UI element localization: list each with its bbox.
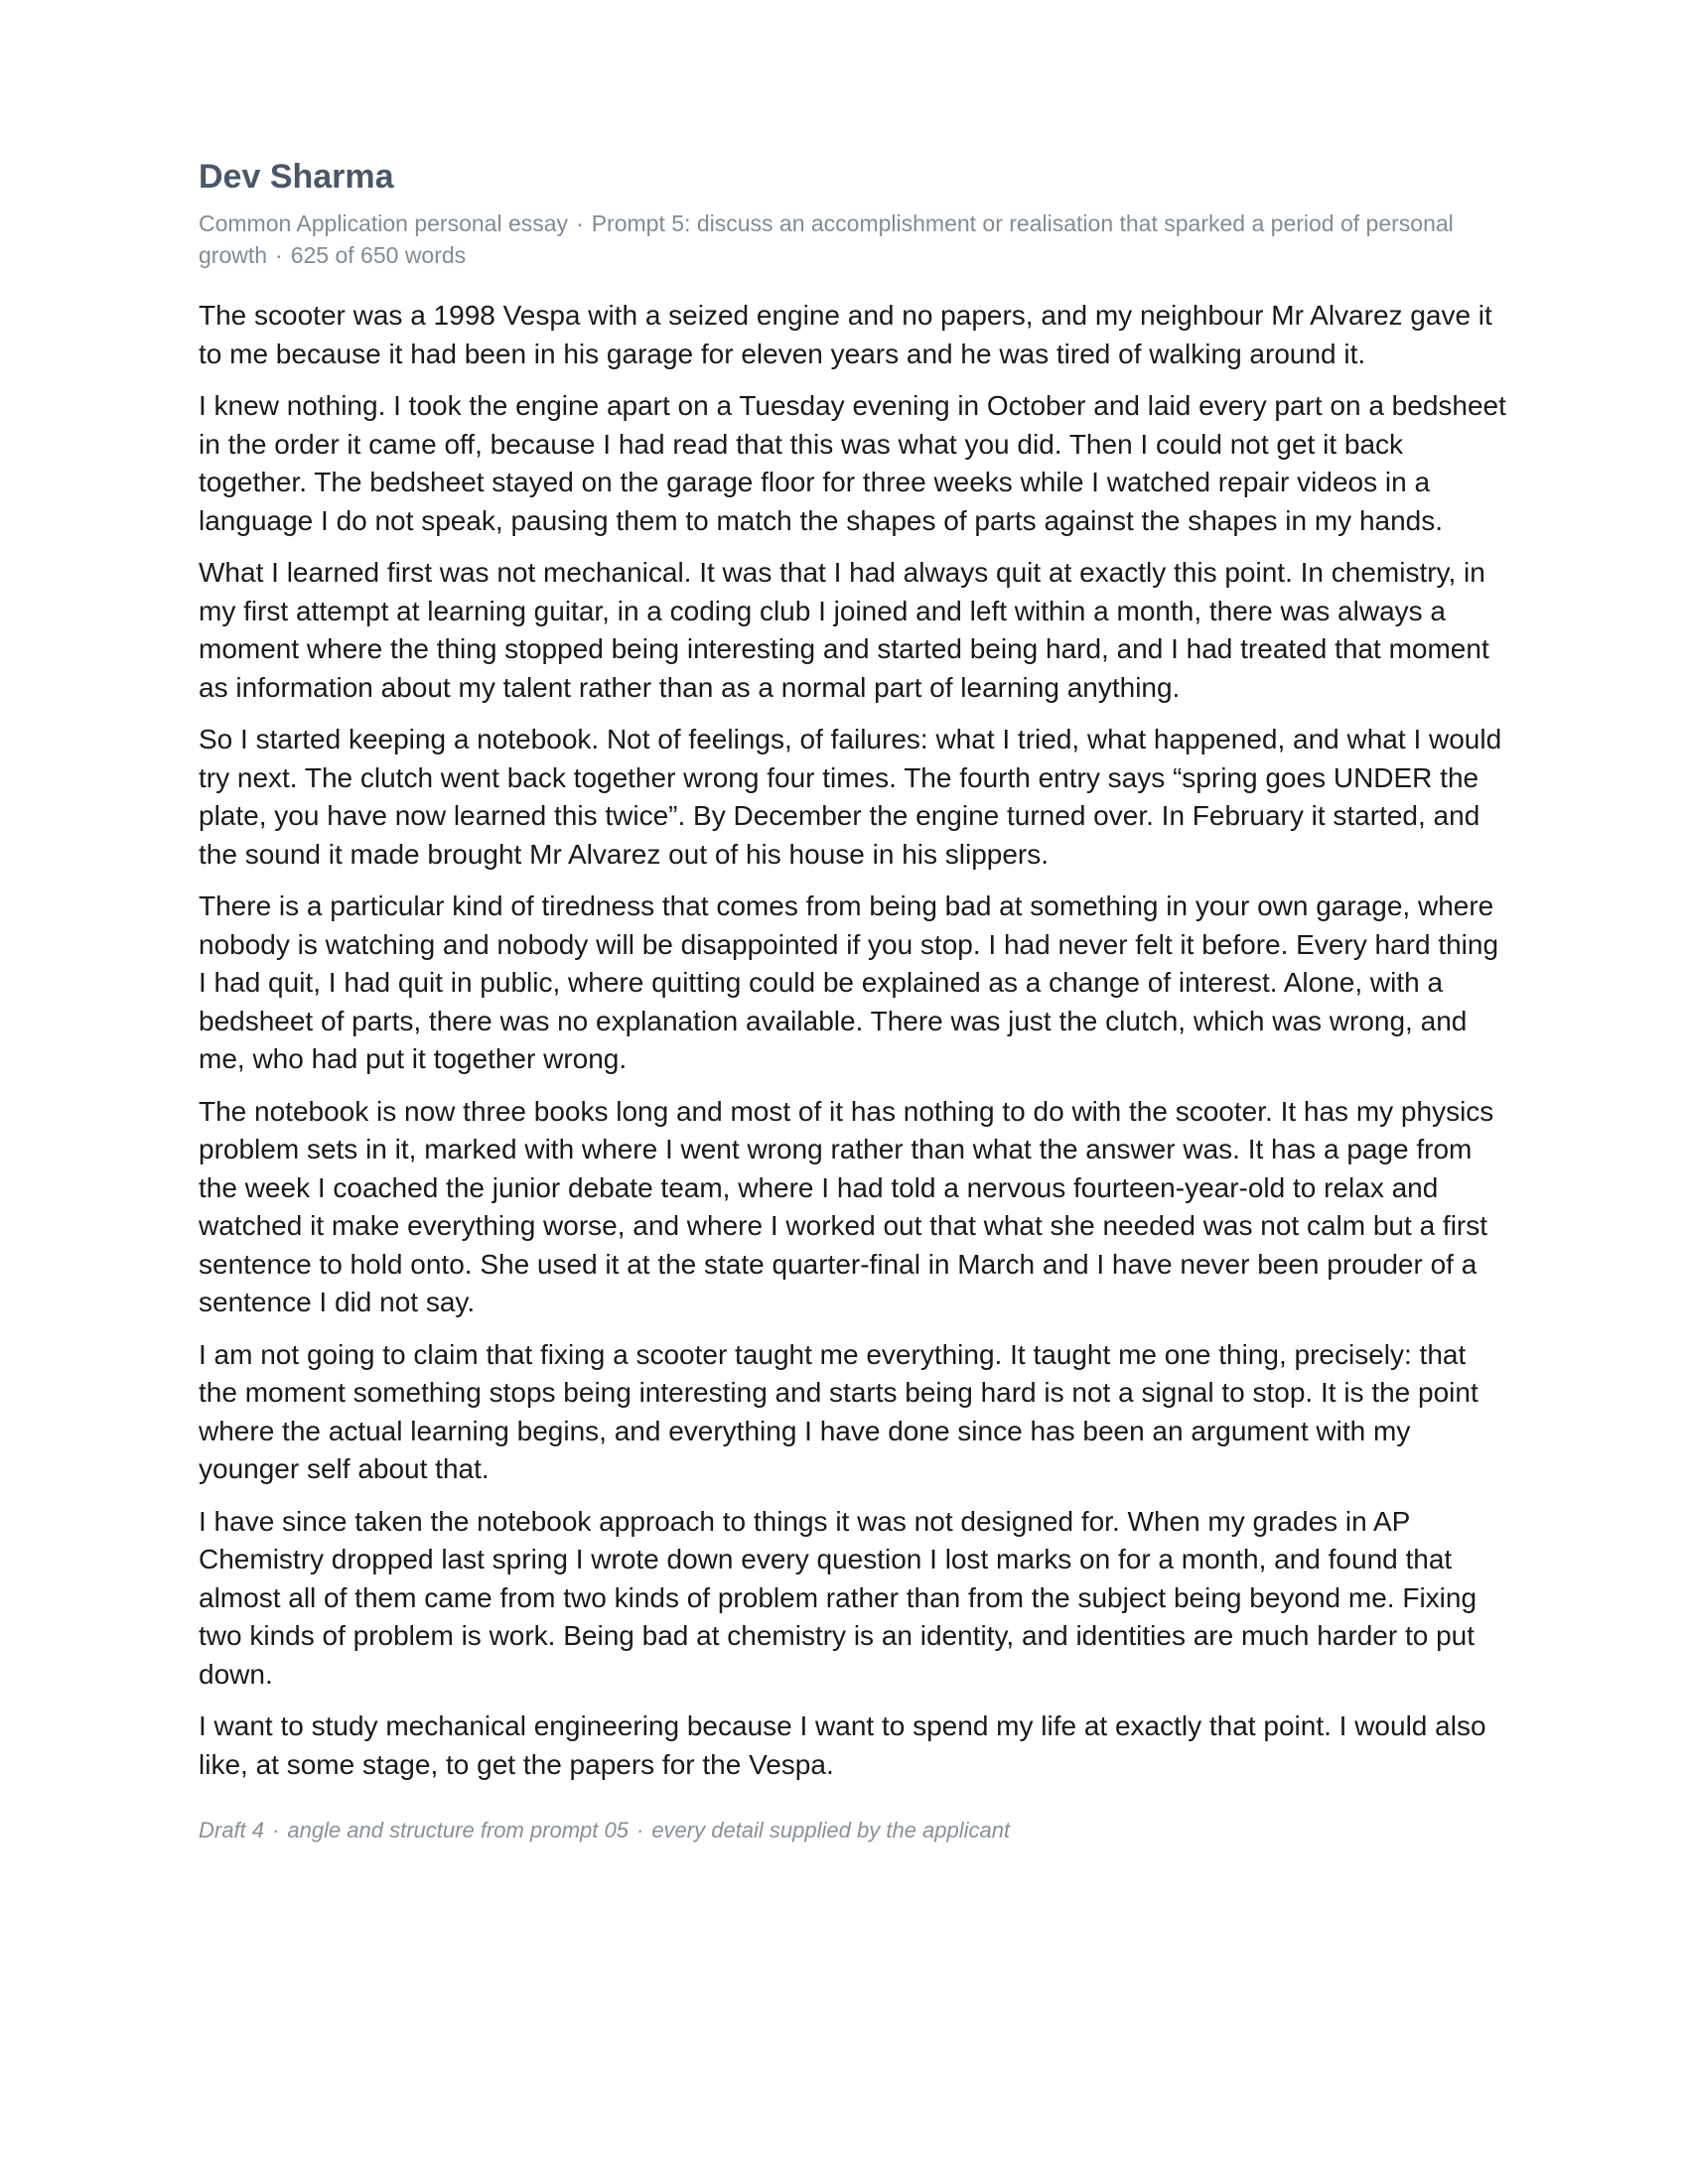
meta-separator: · <box>275 241 283 268</box>
essay-paragraph: I knew nothing. I took the engine apart on a Tuesday evening in October and laid every part on a bedsheet in the order it came off, because I had read that this was what you did. Then I could not get it back together. The bedsheet stayed on the garage floor for three weeks while I watched repair videos in a language I do not speak, pausing them to match the shapes of parts against the shapes in my hands. <box>199 390 1506 536</box>
draft-angle: angle and structure from prompt 05 <box>287 1818 629 1843</box>
essay-type: Common Application personal essay <box>199 209 569 236</box>
essay-paragraph: The scooter was a 1998 Vespa with a seized engine and no papers, and my neighbour Mr Alvarez gave it to me because it had been in his garage for eleven years and he was tired of walking around it. <box>199 300 1492 369</box>
draft-details: every detail supplied by the applicant <box>651 1818 1011 1843</box>
essay-body <box>199 297 1509 1784</box>
essay-paragraph: I have since taken the notebook approach to things it was not designed for. When my grades in AP Chemistry dropped last spring I wrote down every question I lost marks on for a month, and found that almost all of them came from two kinds of problem rather than from the subject being beyond me. Fixing two kinds of problem is work. Being bad at chemistry is an identity, and identities are much harder to put down. <box>199 1505 1477 1690</box>
essay-meta <box>199 207 1509 271</box>
footer-separator: · <box>272 1818 280 1843</box>
essay-paragraph: What I learned first was not mechanical. It was that I had always quit at exactly this point. In chemistry, in my first attempt at learning guitar, in a coding club I joined and left within a month, there was always a moment where the thing stopped being interesting and started being hard, and I had treated that moment as information about my talent rather than as a normal part of learning anything. <box>199 557 1489 703</box>
essay-paragraph: So I started keeping a notebook. Not of feelings, of failures: what I tried, what happened, and what I would try next. The clutch went back together wrong four times. The fourth entry says “spring goes UNDER the plate, you have now learned this twice”. By December the engine turned over. In February it started, and the sound it made brought Mr Alvarez out of his house in his slippers. <box>199 724 1502 870</box>
essay-paragraph: I am not going to claim that fixing a scooter taught me everything. It taught me one thing, precisely: that the moment something stops being interesting and starts being hard is not a signal to stop. It is the point where the actual learning begins, and everything I have done since has been an argument with my younger self about that. <box>199 1338 1478 1485</box>
word-count: 625 of 650 words <box>290 241 467 268</box>
essay-title: Dev Sharma <box>199 158 394 196</box>
meta-separator: · <box>576 209 584 236</box>
essay-paragraph: There is a particular kind of tiredness that comes from being bad at something in your own garage, where nobody is watching and nobody will be disappointed if you stop. I had never felt it before. Every hard thing I had quit, I had quit in public, where quitting could be explained as a change of interest. Alone, with a bedsheet of parts, there was no explanation available. There was just the clutch, which was wrong, and me, who had put it together wrong. <box>199 890 1499 1075</box>
essay-page <box>199 157 1509 1843</box>
essay-paragraph: I want to study mechanical engineering because I want to spend my life at exactly that point. I would also like, at some stage, to get the papers for the Vespa. <box>199 1710 1486 1780</box>
draft-label: Draft 4 <box>199 1818 265 1843</box>
essay-prompt: Prompt 5: discuss an accomplishment or realisation that sparked a period of personal growth <box>199 209 1454 268</box>
footer-separator: · <box>635 1818 644 1843</box>
draft-footer <box>199 1818 1509 1843</box>
essay-paragraph: The notebook is now three books long and most of it has nothing to do with the scooter. It has my physics problem sets in it, marked with where I went wrong rather than what the answer was. It has a page from the week I coached the junior debate team, where I had told a nervous fourteen-year-old to relax and watched it make everything worse, and where I worked out that what she needed was not calm but a first sentence to hold onto. She used it at the state quarter-final in March and I have never been prouder of a sentence I did not say. <box>199 1095 1494 1318</box>
